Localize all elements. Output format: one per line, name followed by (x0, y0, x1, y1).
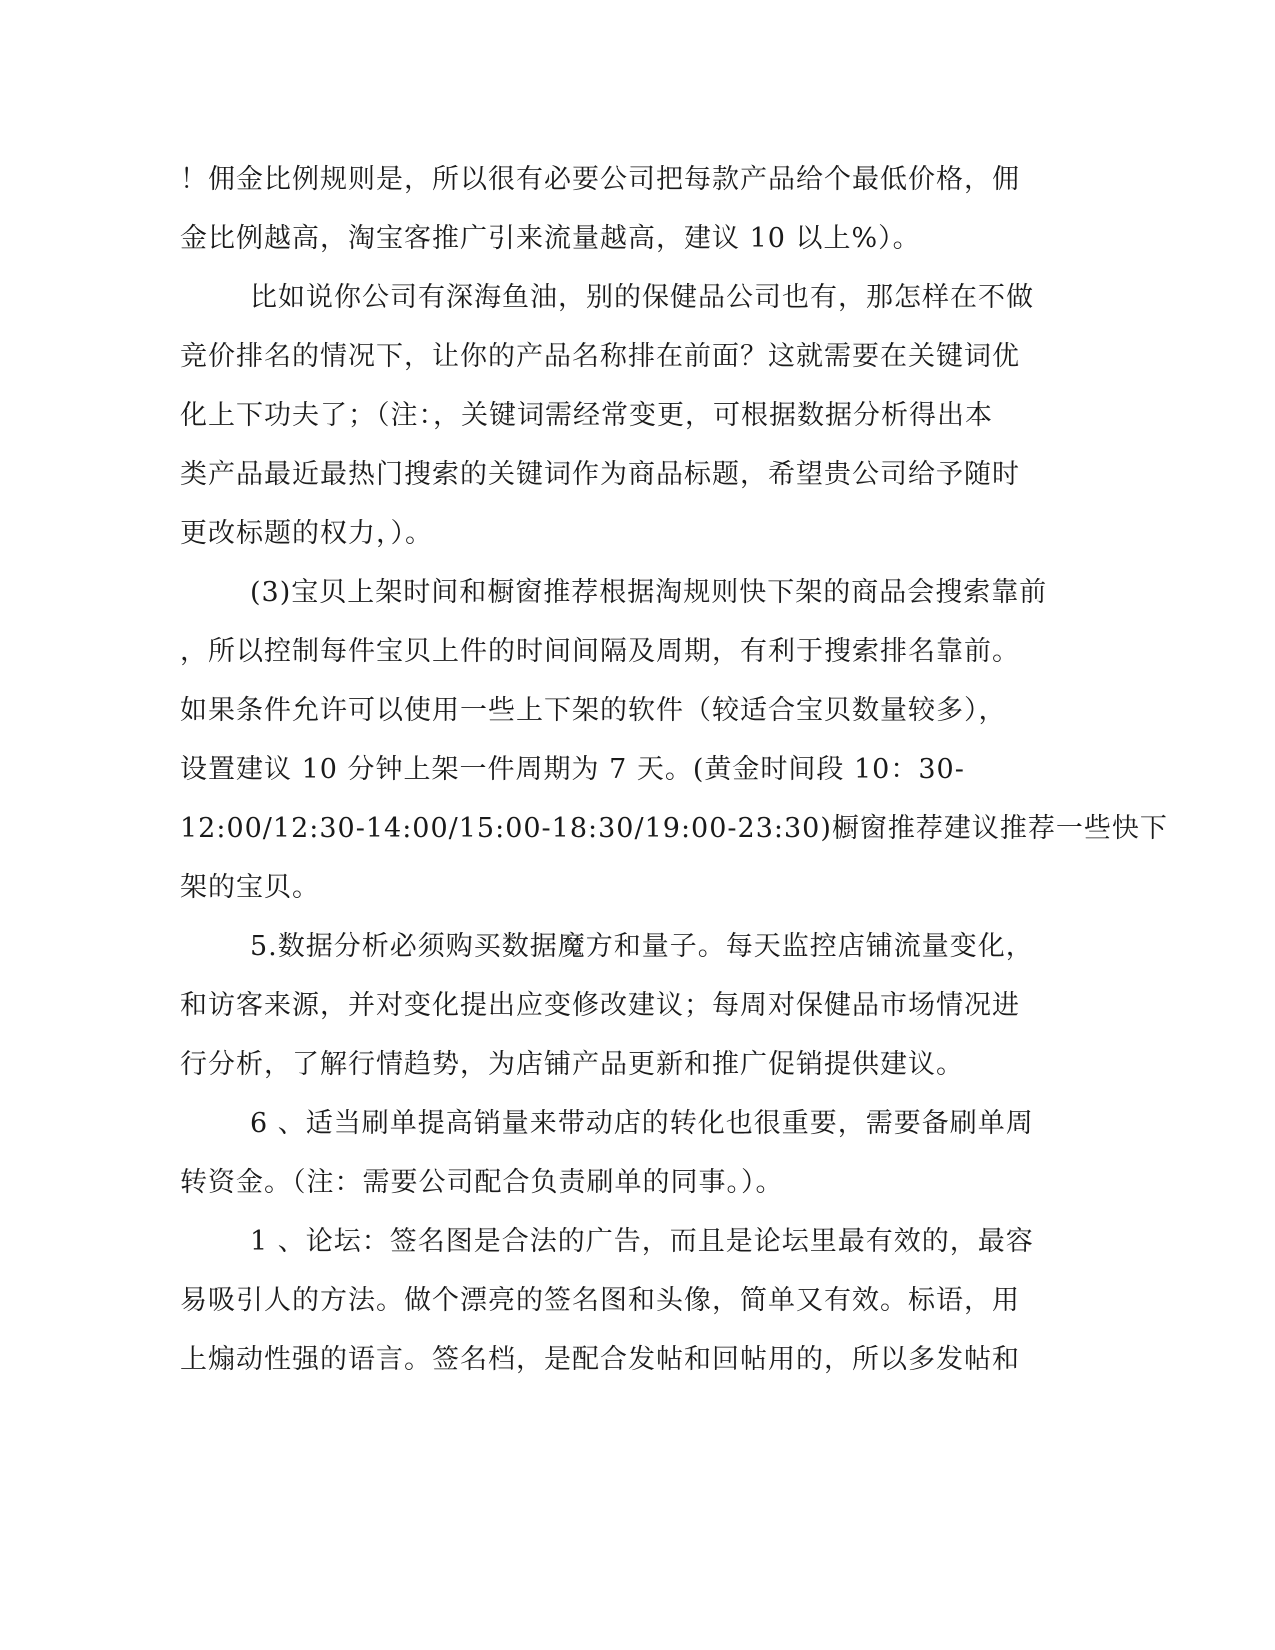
paragraph-start-line: (3)宝贝上架时间和橱窗推荐根据淘规则快下架的商品会搜索靠前 (250, 577, 1048, 608)
text-line: 化上下功夫了；（注：，关键词需经常变更，可根据数据分析得出本 (180, 400, 993, 431)
text-line: 类产品最近最热门搜索的关键词作为商品标题，希望贵公司给予随时 (180, 459, 1020, 490)
text-line: 易吸引人的方法。做个漂亮的签名图和头像，简单又有效。标语，用 (180, 1285, 1020, 1316)
text-line: 架的宝贝。 (180, 872, 320, 903)
text-line: 和访客来源，并对变化提出应变修改建议；每周对保健品市场情况进 (180, 990, 1020, 1021)
text-line: 更改标题的权力，）。 (180, 518, 433, 549)
text-line: 12:00/12:30-14:00/15:00-18:30/19:00-23:30)橱窗推荐建议推荐一些快下 (180, 813, 1168, 844)
paragraph-start-line: 比如说你公司有深海鱼油，别的保健品公司也有，那怎样在不做 (250, 282, 1034, 313)
paragraph-start-line: 6 、适当刷单提高销量来带动店的转化也很重要，需要备刷单周 (250, 1108, 1034, 1139)
text-line: ！佣金比例规则是，所以很有必要公司把每款产品给个最低价格，佣 (180, 164, 1020, 195)
text-line: 如果条件允许可以使用一些上下架的软件（较适合宝贝数量较多）， (180, 695, 1007, 726)
text-line: 上煽动性强的语言。签名档，是配合发帖和回帖用的，所以多发帖和 (180, 1344, 1020, 1375)
paragraph-start-line: 1 、论坛：签名图是合法的广告，而且是论坛里最有效的，最容 (250, 1226, 1034, 1257)
text-line: 金比例越高，淘宝客推广引来流量越高，建议 10 以上%）。 (180, 223, 921, 254)
text-line: 设置建议 10 分钟上架一件周期为 7 天。(黄金时间段 10：30- (180, 754, 965, 785)
paragraph-start-line: 5.数据分析必须购买数据魔方和量子。每天监控店铺流量变化， (250, 931, 1034, 962)
body-text (180, 150, 1168, 1389)
text-line: 行分析，了解行情趋势，为店铺产品更新和推广促销提供建议。 (180, 1049, 964, 1080)
text-line: ，所以控制每件宝贝上件的时间间隔及周期，有利于搜索排名靠前。 (180, 636, 1020, 667)
text-line: 竞价排名的情况下，让你的产品名称排在前面？这就需要在关键词优 (180, 341, 1020, 372)
text-line: 转资金。（注：需要公司配合负责刷单的同事。）。 (180, 1167, 784, 1198)
